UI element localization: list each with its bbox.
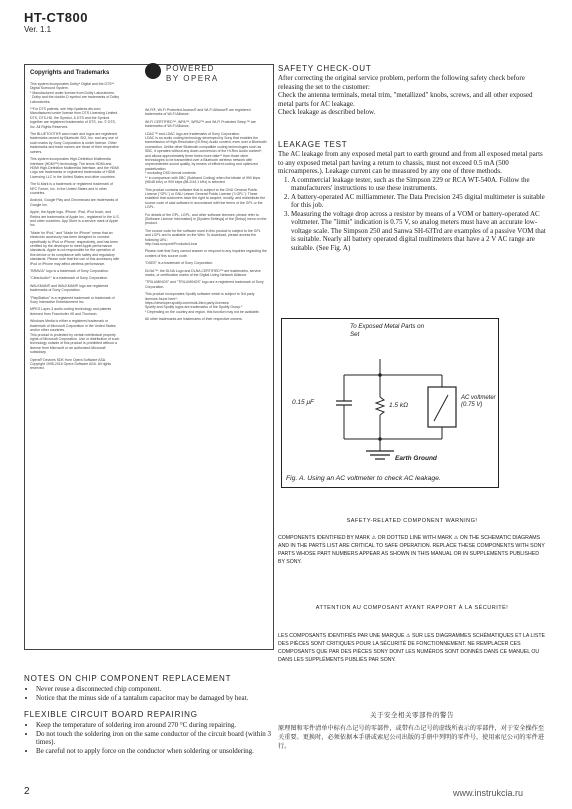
notes-chip-title: NOTES ON CHIP COMPONENT REPLACEMENT <box>24 674 232 683</box>
copyright-column-2 <box>145 108 267 325</box>
copyright-paragraph: The source code for the software used in this product is subject to the GPL and LGPL and is available on the Web. To download, please access the following URL: http://oss.sony.net/Products/Linux <box>145 228 261 246</box>
warning-en-title: SAFETY-RELATED COMPONENT WARNING! <box>346 518 478 524</box>
notes-chip-list <box>24 685 274 702</box>
warning-cn-body: 原理图和零件清单中标有⚠记号的零部件，或带有⚠记号的虚线所表示的零部件，对于安全操作至关重要。更换时，必须依据本手册或索尼公司出版的手册中列明的零件号，使用索尼公司的零件进行。 <box>278 725 545 750</box>
leakage-test-title: LEAKAGE TEST <box>278 140 348 149</box>
warning-fr-body: LES COMPOSANTS IDENTIFIÉS PAR UNE MARQUE ⚠ SUR LES DIAGRAMMES SCHÉMATIQUES ET LA LISTE DES PIÈCES SONT CRITIQUES POUR LA SÉCURITÉ DE FONCTIONNEMENT. NE REMPLACER CES COMPOSANTS QUE PAR DES PIÈCES SONY DONT LES NUMÉROS SONT DONNÉS DANS CE MANUEL OU DANS LES SUPPLÉMENTS PUBLIÉS PAR SONY. <box>278 633 545 663</box>
copyright-paragraph: WALKMAN® and WALKMAN® logo are registered trademarks of Sony Corporation. <box>30 283 110 293</box>
copyright-title: Copyrights and Trademarks <box>30 70 110 76</box>
safety-checkout-text: After correcting the original service problem, perform the following safety check before releasing the set to the customer: Check the antenna terminals, metal trim, "metallized" knobs, screws, and all other exposed metal parts for AC leakage. Check leakage as described below. <box>278 74 533 116</box>
leakage-test-section <box>278 140 546 252</box>
copyright-paragraph: Opera® Devices SDK from Opera Software ASA. Copyright 1995-2016 Opera Software ASA. All rights reserved. <box>30 357 113 371</box>
figure-a-box <box>281 318 499 488</box>
safety-checkout-title: SAFETY CHECK-OUT <box>278 64 372 73</box>
source-watermark: www.instrukcia.ru <box>453 788 524 798</box>
copyright-paragraph: This product contains software that is subject to the GNU General Public License ("GPL") or GNU Lesser General Public License ("LGPL"). These establish that customers have the right to acquire, modify, and redistribute the source code of said software in accordance with the terms of the GPL or the LGPL. <box>145 187 267 210</box>
opera-logo-powered: POWERED <box>166 64 215 73</box>
figure-resistor-label: 1.5 kΩ <box>389 402 409 409</box>
flex-repair-list <box>24 721 274 755</box>
safety-checkout-section <box>278 64 546 117</box>
copyright-paragraph: All other trademarks are trademarks of their respective owners. <box>145 317 243 322</box>
leakage-methods-list <box>278 176 546 253</box>
copyright-paragraph: This product incorporates Spotify software which is subject to 3rd party licenses found here*: https://developer.spotify.com/esdk-third-party-licenses/ Spotify and Spotify logos are trademarks of the Spotify Group.* * Depending on the country and region, this function may not be available. <box>145 292 260 314</box>
list-item: • Never reuse a disconnected chip component. <box>36 685 274 694</box>
copyright-paragraph: This system incorporates High-Definition Multimedia Interface (HDMI™) technology. The terms HDMI and HDMI High-Definition Multimedia Interface, and the HDMI Logo are trademarks or registered trademarks of HDMI Licensing LLC in the United States and other countries. <box>30 157 120 179</box>
copyright-paragraph: MPEG Layer-3 audio coding technology and patents licensed from Fraunhofer IIS and Thomson. <box>30 307 113 316</box>
copyright-paragraph: The BLUETOOTH® word mark and logos are registered trademarks owned by Bluetooth SIG, Inc. and any use of such marks by Sony Corporation is under license. Other trademarks and trade names are those of their respective owners. <box>30 132 120 154</box>
copyright-paragraph: "Made for iPod," and "Made for iPhone" mean that an electronic accessory has been designed to connect specifically to iPod or iPhone, respectively, and has been certified by the developer to meet Apple performance standards. Apple is not responsible for the operation of this device or its compliance with safety and regulatory standards. Please note that the use of this accessory with iPod or iPhone may affect wireless performance. <box>30 230 121 266</box>
page-number: 2 <box>24 786 30 797</box>
copyright-paragraph: The N-Mark is a trademark or registered trademark of NFC Forum, Inc. in the United States and in other countries. <box>30 182 114 195</box>
copyright-paragraph: "PlayStation" is a registered trademark or trademark of Sony Interactive Entertainment Inc. <box>30 295 116 305</box>
copyright-paragraph: Apple, the Apple logo, iPhone, iPad, iPod touch, and Retina are trademarks of Apple Inc., registered in the U.S. and other countries. App Store is a service mark of Apple Inc. <box>30 210 121 228</box>
figure-ground-label: Earth Ground <box>395 455 437 462</box>
copyright-paragraph: "ClearAudio+" is a trademark of Sony Corporation. <box>30 276 109 281</box>
list-item: • Notice that the minus side of a tantalum capacitor may be damaged by heat. <box>36 694 274 703</box>
copyright-paragraph: "DSEE" is a trademark of Sony Corporation. <box>145 261 214 266</box>
warning-cn-title: 关于安全相关零部件的警告 <box>370 712 454 719</box>
figure-caption: Fig. A. Using an AC voltmeter to check AC leakage. <box>286 475 441 482</box>
copyright-paragraph: **For DTS patents, see http://patents.dts.com. Manufactured under license from DTS Licensing Limited. DTS, DTS-HD, the Symbol, & DTS and the Symbol together are registered trademarks of DTS, Inc. © DTS, Inc. All Rights Reserved. <box>30 107 120 129</box>
copyright-paragraph: This system incorporates Dolby* Digital and the DTS** Digital Surround System. * Manufactured under license from Dolby Laboratories. Dolby and the double-D symbol are trademarks of Dolby Laboratories. <box>30 82 120 104</box>
flex-repair-section <box>24 710 274 755</box>
list-item: 3. Measuring the voltage drop across a resistor by means of a VOM or battery-operated AC voltmeter. The "limit" indication is 0.75 V, so analog meters must have an accurate low-voltage scale. The Simpson 250 and Sanwa SH-63Trd are examples of a passive VOM that is suitable. Nearly all battery operated digital multimeters that have a 2 V AC range are suitable. (See Fig. A) <box>291 210 546 253</box>
opera-logo-by: BY OPERA <box>166 74 219 83</box>
list-item: 2. A battery-operated AC milliammeter. The Data Precision 245 digital multimeter is suitable for this job. <box>291 193 546 210</box>
list-item: • Do not touch the soldering iron on the same conductor of the circuit board (within 3 times). <box>36 730 274 747</box>
list-item: • Keep the temperature of soldering iron around 270 °C during repairing. <box>36 721 274 730</box>
figure-meter-label: AC voltmeter (0.75 V) <box>461 395 496 408</box>
list-item: • Be careful not to apply force on the conductor when soldering or unsoldering. <box>36 747 274 756</box>
copyright-paragraph: Windows Media is either a registered trademark or trademark of Microsoft Corporation in the United States and/or other countries. This product is protected by certain intellectual property rights of Microsoft Corporation. Use or distribution of such technology outside of this product is prohibited without a license from Microsoft or an authorized Microsoft subsidiary. <box>30 319 120 355</box>
copyright-column-1 <box>30 82 120 374</box>
model-title: HT-CT800 <box>24 10 88 25</box>
copyright-paragraph: Wi-Fi®, Wi-Fi Protected Access® and Wi-Fi Alliance® are registered trademarks of Wi-Fi Alliance. <box>145 108 252 117</box>
notes-chip-section <box>24 674 274 702</box>
flex-repair-title: FLEXIBLE CIRCUIT BOARD REPAIRING <box>24 710 198 719</box>
opera-logo-icon <box>145 63 161 79</box>
copyright-paragraph: "TRILUMINOS" and "TRILUMINOS" logo are a registered trademark of Sony Corporation. <box>145 280 265 289</box>
copyright-paragraph: Wi-Fi CERTIFIED™, WPA™, WPA2™ and Wi-Fi Protected Setup™ are trademarks of Wi-Fi Alliance. <box>145 119 257 129</box>
copyright-paragraph: LDAC™ and LDAC logo are trademarks of Sony Corporation. LDAC is an audio coding technology developed by Sony that enables the transmission of High-Resolution (Hi-Res) Audio content, even over a Bluetooth connection. Unlike other Bluetooth compatible coding technologies such as SBC, it operates without any down-conversion of the Hi-Res Audio content*, and allows approximately three times more data** than those other technologies to be transmitted over a Bluetooth wireless network with unprecedented sound quality, by means of efficient coding and optimized packetization. * excluding DSD format contents ** in comparison with SBC (Subband Coding) when the bitrate of 990 kbps (96/48 kHz) or 909 kbps (88.2/44.1 kHz) is selected <box>145 131 267 185</box>
list-item: 1. A commercial leakage tester, such as the Simpson 229 or RCA WT-540A. Follow the manufacturers' instructions to use these instruments. <box>291 176 546 193</box>
figure-capacitor-label: 0.15 μF <box>292 399 314 406</box>
warning-fr-title: ATTENTION AU COMPOSANT AYANT RAPPORT À LA SÉCURITÉ! <box>315 605 509 611</box>
warning-en-body: COMPONENTS IDENTIFIED BY MARK ⚠ OR DOTTED LINE WITH MARK ⚠ ON THE SCHEMATIC DIAGRAMS AND IN THE PARTS LIST ARE CRITICAL TO SAFE OPERATION. REPLACE THESE COMPONENTS WITH SONY PARTS WHOSE PART NUMBERS APPEAR AS SHOWN IN THIS MANUAL OR IN SUPPLEMENTS PUBLISHED BY SONY. <box>278 535 545 565</box>
copyright-paragraph: Android, Google Play and Chromecast are trademarks of Google Inc. <box>30 198 120 207</box>
copyright-paragraph: "BRAVIA" logo is a trademark of Sony Corporation. <box>30 269 109 274</box>
version-label: Ver. 1.1 <box>24 25 52 34</box>
copyright-paragraph: Please note that Sony cannot answer or respond to any inquiries regarding the content of this source code. <box>145 249 268 258</box>
copyright-paragraph: For details of the GPL, LGPL, and other software licenses, please refer to [Software License Information] in [System Settings] of the [Setup] menu on the product. <box>145 212 268 226</box>
leakage-intro: The AC leakage from any exposed metal part to earth ground and from all exposed metal parts to any exposed metal part having a return to chassis, must not exceed 0.5 mA (500 microamperes.). Leakage current can be measured by any one of three methods. <box>278 150 543 175</box>
figure-top-label: To Exposed Metal Parts on Set <box>350 323 425 338</box>
copyright-paragraph: DLNA™, the DLNA Logo and DLNA CERTIFIED™ are trademarks, service marks, or certification marks of the Digital Living Network Alliance. <box>145 268 262 277</box>
